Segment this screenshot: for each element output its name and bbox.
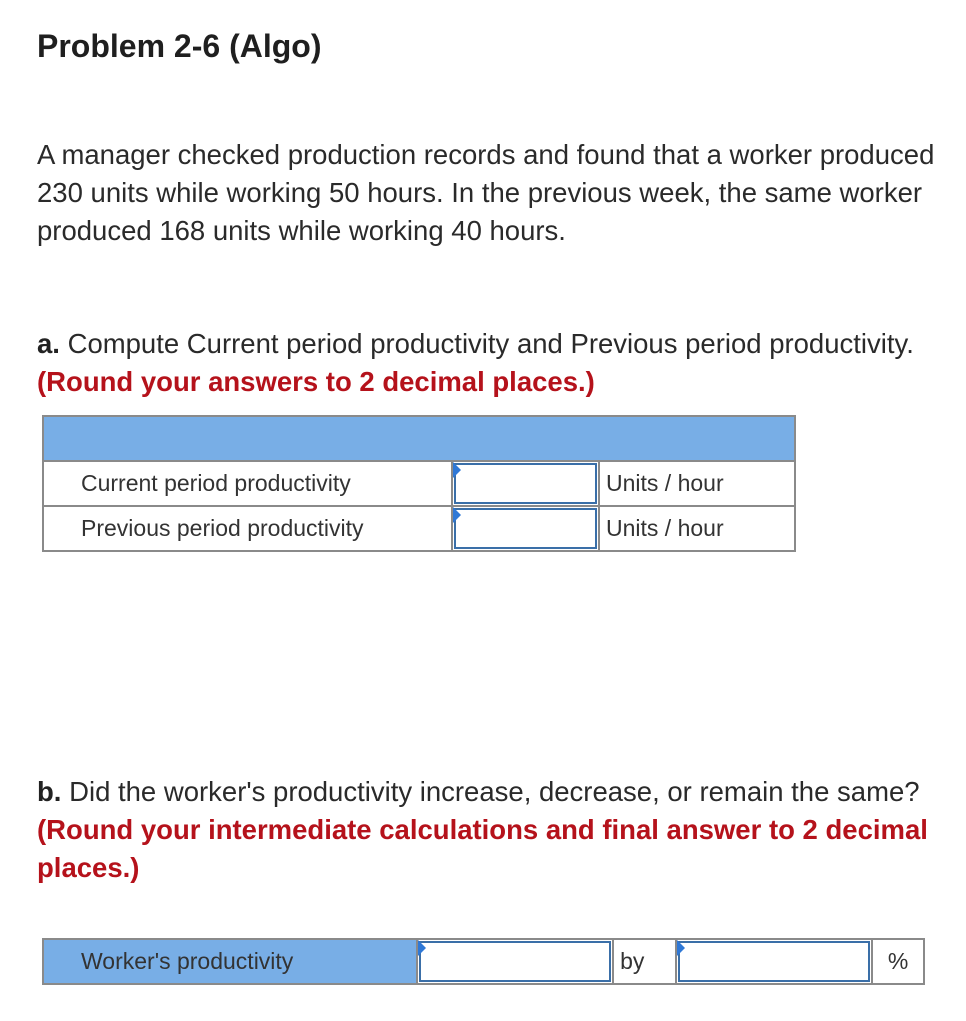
part-a-prompt	[37, 325, 942, 401]
table-header-row	[43, 416, 795, 461]
by-label: by	[613, 939, 676, 984]
table-row	[43, 506, 795, 551]
previous-productivity-unit: Units / hour	[599, 506, 795, 551]
part-b-letter: b.	[37, 776, 62, 807]
input-flag-icon	[418, 940, 426, 956]
table-row	[43, 939, 924, 984]
previous-productivity-cell	[452, 506, 599, 551]
productivity-table	[42, 415, 796, 552]
input-flag-icon	[677, 940, 685, 956]
current-productivity-input[interactable]	[454, 463, 597, 504]
percent-symbol: %	[872, 939, 924, 984]
current-productivity-label: Current period productivity	[43, 461, 452, 506]
part-a-text: Compute Current period productivity and Previous period productivity.	[67, 328, 914, 359]
problem-title: Problem 2-6 (Algo)	[37, 28, 322, 64]
input-flag-icon	[453, 507, 461, 523]
current-productivity-unit: Units / hour	[599, 461, 795, 506]
part-a-letter: a.	[37, 328, 60, 359]
current-productivity-cell	[452, 461, 599, 506]
previous-productivity-label: Previous period productivity	[43, 506, 452, 551]
part-b-prompt	[37, 773, 942, 887]
input-flag-icon	[453, 462, 461, 478]
part-a-instruction: (Round your answers to 2 decimal places.)	[37, 366, 595, 397]
change-direction-cell	[417, 939, 613, 984]
previous-productivity-input[interactable]	[454, 508, 597, 549]
worker-productivity-label: Worker's productivity	[43, 939, 417, 984]
part-b-instruction: (Round your intermediate calculations and final answer to 2 decimal places.)	[37, 814, 928, 883]
percent-change-cell	[676, 939, 872, 984]
change-direction-select[interactable]	[419, 941, 611, 982]
part-b-text: Did the worker's productivity increase, decrease, or remain the same?	[69, 776, 920, 807]
problem-statement: A manager checked production records and found that a worker produced 230 units while working 50 hours. In the previous week, the same worker produced 168 units while working 40 hours.	[37, 139, 935, 246]
productivity-change-table	[42, 938, 925, 985]
table-row	[43, 461, 795, 506]
percent-change-input[interactable]	[678, 941, 870, 982]
